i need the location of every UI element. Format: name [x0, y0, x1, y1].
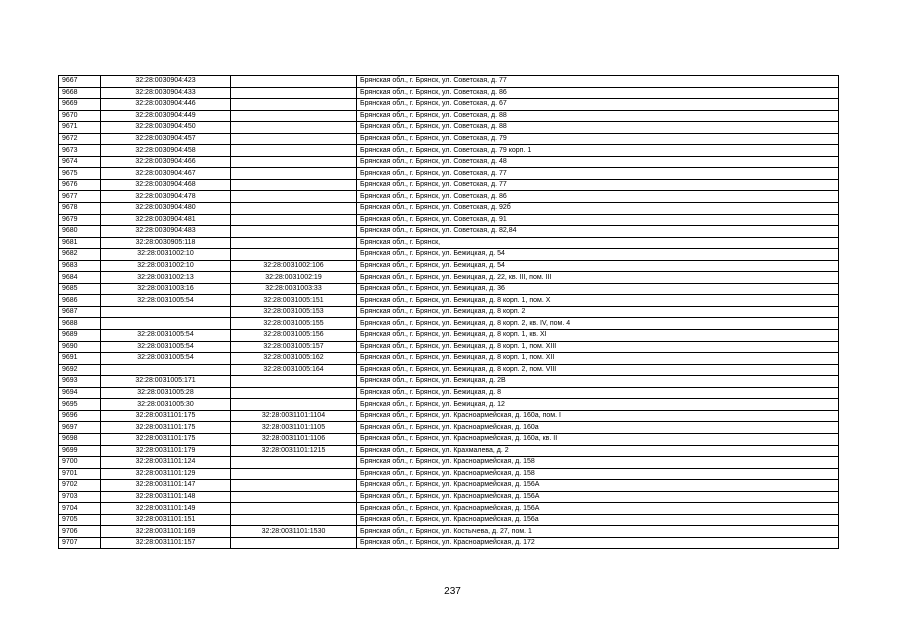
- cadastral-number-cell: 32:28:0031101:147: [101, 480, 231, 492]
- address-cell: Брянская обл., г. Брянск, ул. Советская, д. 82,84: [357, 226, 839, 238]
- table-row: [59, 260, 839, 272]
- cadastral-number-cell: 32:28:0031101:175: [101, 410, 231, 422]
- address-cell: Брянская обл., г. Брянск, ул. Красноармейская, д. 160а, кв. II: [357, 433, 839, 445]
- row-number-cell: 9684: [59, 272, 101, 284]
- cadastral-number-cell: 32:28:0031101:129: [101, 468, 231, 480]
- cadastral-number-cell: 32:28:0030905:118: [101, 237, 231, 249]
- premises-cadastral-number-cell: 32:28:0031101:1106: [231, 433, 357, 445]
- table-row: [59, 76, 839, 88]
- cadastral-number-cell: 32:28:0031101:148: [101, 491, 231, 503]
- address-cell: Брянская обл., г. Брянск, ул. Красноармейская, д. 160а, пом. I: [357, 410, 839, 422]
- table-row: [59, 191, 839, 203]
- row-number-cell: 9703: [59, 491, 101, 503]
- address-cell: Брянская обл., г. Брянск, ул. Красноармейская, д. 172: [357, 537, 839, 549]
- premises-cadastral-number-cell: 32:28:0031002:106: [231, 260, 357, 272]
- row-number-cell: 9667: [59, 76, 101, 88]
- cadastral-number-cell: 32:28:0031005:54: [101, 341, 231, 353]
- premises-cadastral-number-cell: [231, 514, 357, 526]
- cadastral-number-cell: 32:28:0031101:149: [101, 503, 231, 515]
- address-cell: Брянская обл., г. Брянск, ул. Бежицкая, д. 8 корп. 1, кв. XI: [357, 330, 839, 342]
- cadastral-number-cell: 32:28:0030904:467: [101, 168, 231, 180]
- cadastral-number-cell: 32:28:0031005:54: [101, 295, 231, 307]
- premises-cadastral-number-cell: [231, 76, 357, 88]
- premises-cadastral-number-cell: 32:28:0031005:151: [231, 295, 357, 307]
- premises-cadastral-number-cell: [231, 203, 357, 215]
- table-row: [59, 203, 839, 215]
- premises-cadastral-number-cell: [231, 214, 357, 226]
- row-number-cell: 9702: [59, 480, 101, 492]
- row-number-cell: 9672: [59, 133, 101, 145]
- page-number: 237: [444, 586, 461, 597]
- address-cell: Брянская обл., г. Брянск, ул. Советская, д. 86: [357, 191, 839, 203]
- premises-cadastral-number-cell: [231, 480, 357, 492]
- row-number-cell: 9675: [59, 168, 101, 180]
- premises-cadastral-number-cell: 32:28:0031005:157: [231, 341, 357, 353]
- premises-cadastral-number-cell: 32:28:0031101:1215: [231, 445, 357, 457]
- cadastral-number-cell: [101, 306, 231, 318]
- row-number-cell: 9685: [59, 283, 101, 295]
- address-cell: Брянская обл., г. Брянск, ул. Советская, д. 92б: [357, 203, 839, 215]
- table-row: [59, 226, 839, 238]
- premises-cadastral-number-cell: [231, 145, 357, 157]
- address-cell: Брянская обл., г. Брянск, ул. Советская, д. 77: [357, 76, 839, 88]
- row-number-cell: 9683: [59, 260, 101, 272]
- cadastral-number-cell: 32:28:0030904:449: [101, 110, 231, 122]
- premises-cadastral-number-cell: [231, 468, 357, 480]
- table-row: [59, 87, 839, 99]
- row-number-cell: 9669: [59, 99, 101, 111]
- table-row: [59, 214, 839, 226]
- table-row: [59, 306, 839, 318]
- cadastral-number-cell: [101, 318, 231, 330]
- premises-cadastral-number-cell: [231, 491, 357, 503]
- premises-cadastral-number-cell: 32:28:0031005:156: [231, 330, 357, 342]
- premises-cadastral-number-cell: 32:28:0031101:1104: [231, 410, 357, 422]
- address-cell: Брянская обл., г. Брянск, ул. Советская, д. 67: [357, 99, 839, 111]
- table-row: [59, 445, 839, 457]
- table-row: [59, 537, 839, 549]
- premises-cadastral-number-cell: 32:28:0031005:153: [231, 306, 357, 318]
- cadastral-number-cell: 32:28:0031101:169: [101, 526, 231, 538]
- address-cell: Брянская обл., г. Брянск, ул. Бежицкая, д. 12: [357, 399, 839, 411]
- cadastral-number-cell: 32:28:0030904:457: [101, 133, 231, 145]
- table-row: [59, 295, 839, 307]
- address-cell: Брянская обл., г. Брянск, ул. Советская, д. 88: [357, 110, 839, 122]
- cadastral-number-cell: 32:28:0030904:483: [101, 226, 231, 238]
- address-cell: Брянская обл., г. Брянск, ул. Советская, д. 79: [357, 133, 839, 145]
- premises-cadastral-number-cell: 32:28:0031005:155: [231, 318, 357, 330]
- cadastral-number-cell: 32:28:0030904:446: [101, 99, 231, 111]
- address-cell: Брянская обл., г. Брянск, ул. Крахмалева, д. 2: [357, 445, 839, 457]
- row-number-cell: 9699: [59, 445, 101, 457]
- premises-cadastral-number-cell: [231, 168, 357, 180]
- table-row: [59, 237, 839, 249]
- premises-cadastral-number-cell: 32:28:0031101:1530: [231, 526, 357, 538]
- address-cell: Брянская обл., г. Брянск, ул. Красноармейская, д. 156А: [357, 491, 839, 503]
- table-row: [59, 491, 839, 503]
- registry-table-body: [59, 76, 839, 549]
- cadastral-number-cell: 32:28:0030904:478: [101, 191, 231, 203]
- table-row: [59, 433, 839, 445]
- table-row: [59, 283, 839, 295]
- premises-cadastral-number-cell: [231, 110, 357, 122]
- address-cell: Брянская обл., г. Брянск, ул. Советская, д. 86: [357, 87, 839, 99]
- address-cell: Брянская обл., г. Брянск, ул. Бежицкая, д. 8 корп. 1, пом. XII: [357, 353, 839, 365]
- row-number-cell: 9705: [59, 514, 101, 526]
- table-row: [59, 318, 839, 330]
- table-row: [59, 468, 839, 480]
- table-row: [59, 330, 839, 342]
- row-number-cell: 9689: [59, 330, 101, 342]
- row-number-cell: 9691: [59, 353, 101, 365]
- address-cell: Брянская обл., г. Брянск, ул. Бежицкая, д. 54: [357, 260, 839, 272]
- premises-cadastral-number-cell: 32:28:0031003:33: [231, 283, 357, 295]
- table-row: [59, 122, 839, 134]
- premises-cadastral-number-cell: [231, 237, 357, 249]
- table-row: [59, 272, 839, 284]
- address-cell: Брянская обл., г. Брянск, ул. Красноармейская, д. 156А: [357, 503, 839, 515]
- cadastral-number-cell: 32:28:0031002:10: [101, 249, 231, 261]
- row-number-cell: 9687: [59, 306, 101, 318]
- row-number-cell: 9682: [59, 249, 101, 261]
- cadastral-number-cell: 32:28:0030904:481: [101, 214, 231, 226]
- row-number-cell: 9678: [59, 203, 101, 215]
- row-number-cell: 9692: [59, 364, 101, 376]
- cadastral-number-cell: 32:28:0030904:450: [101, 122, 231, 134]
- premises-cadastral-number-cell: [231, 399, 357, 411]
- premises-cadastral-number-cell: [231, 226, 357, 238]
- address-cell: Брянская обл., г. Брянск, ул. Советская, д. 88: [357, 122, 839, 134]
- table-row: [59, 480, 839, 492]
- row-number-cell: 9681: [59, 237, 101, 249]
- table-row: [59, 387, 839, 399]
- row-number-cell: 9673: [59, 145, 101, 157]
- cadastral-number-cell: 32:28:0030904:480: [101, 203, 231, 215]
- cadastral-number-cell: 32:28:0031005:171: [101, 376, 231, 388]
- premises-cadastral-number-cell: [231, 376, 357, 388]
- row-number-cell: 9698: [59, 433, 101, 445]
- address-cell: Брянская обл., г. Брянск,: [357, 237, 839, 249]
- table-row: [59, 249, 839, 261]
- address-cell: Брянская обл., г. Брянск, ул. Бежицкая, д. 36: [357, 283, 839, 295]
- table-row: [59, 457, 839, 469]
- row-number-cell: 9696: [59, 410, 101, 422]
- address-cell: Брянская обл., г. Брянск, ул. Советская, д. 77: [357, 179, 839, 191]
- row-number-cell: 9686: [59, 295, 101, 307]
- premises-cadastral-number-cell: [231, 179, 357, 191]
- cadastral-number-cell: 32:28:0031101:179: [101, 445, 231, 457]
- table-row: [59, 341, 839, 353]
- row-number-cell: 9701: [59, 468, 101, 480]
- address-cell: Брянская обл., г. Брянск, ул. Красноармейская, д. 158: [357, 468, 839, 480]
- cadastral-number-cell: 32:28:0031005:54: [101, 330, 231, 342]
- address-cell: Брянская обл., г. Брянск, ул. Советская, д. 48: [357, 156, 839, 168]
- row-number-cell: 9695: [59, 399, 101, 411]
- address-cell: Брянская обл., г. Брянск, ул. Красноармейская, д. 156а: [357, 514, 839, 526]
- table-row: [59, 179, 839, 191]
- address-cell: Брянская обл., г. Брянск, ул. Бежицкая, д. 8 корп. 1, пом. XIII: [357, 341, 839, 353]
- address-cell: Брянская обл., г. Брянск, ул. Бежицкая, д. 8 корп. 2, пом. VIII: [357, 364, 839, 376]
- table-row: [59, 422, 839, 434]
- premises-cadastral-number-cell: 32:28:0031005:162: [231, 353, 357, 365]
- address-cell: Брянская обл., г. Брянск, ул. Бежицкая, д. 22, кв. III, пом. III: [357, 272, 839, 284]
- row-number-cell: 9704: [59, 503, 101, 515]
- row-number-cell: 9674: [59, 156, 101, 168]
- row-number-cell: 9671: [59, 122, 101, 134]
- row-number-cell: 9679: [59, 214, 101, 226]
- cadastral-number-cell: 32:28:0031005:54: [101, 353, 231, 365]
- cadastral-number-cell: 32:28:0030904:468: [101, 179, 231, 191]
- premises-cadastral-number-cell: [231, 503, 357, 515]
- address-cell: Брянская обл., г. Брянск, ул. Красноармейская, д. 156А: [357, 480, 839, 492]
- row-number-cell: 9677: [59, 191, 101, 203]
- row-number-cell: 9676: [59, 179, 101, 191]
- row-number-cell: 9668: [59, 87, 101, 99]
- premises-cadastral-number-cell: 32:28:0031002:19: [231, 272, 357, 284]
- premises-cadastral-number-cell: [231, 122, 357, 134]
- premises-cadastral-number-cell: [231, 387, 357, 399]
- cadastral-number-cell: 32:28:0031101:157: [101, 537, 231, 549]
- table-row: [59, 168, 839, 180]
- address-cell: Брянская обл., г. Брянск, ул. Бежицкая, д. 8 корп. 2: [357, 306, 839, 318]
- row-number-cell: 9670: [59, 110, 101, 122]
- table-row: [59, 110, 839, 122]
- address-cell: Брянская обл., г. Брянск, ул. Бежицкая, д. 8 корп. 2, кв. IV, пом. 4: [357, 318, 839, 330]
- cadastral-number-cell: 32:28:0030904:458: [101, 145, 231, 157]
- address-cell: Брянская обл., г. Брянск, ул. Бежицкая, д. 54: [357, 249, 839, 261]
- cadastral-number-cell: 32:28:0031101:151: [101, 514, 231, 526]
- table-row: [59, 526, 839, 538]
- address-cell: Брянская обл., г. Брянск, ул. Бежицкая, д. 8: [357, 387, 839, 399]
- table-row: [59, 410, 839, 422]
- premises-cadastral-number-cell: [231, 156, 357, 168]
- table-row: [59, 145, 839, 157]
- registry-table: [58, 75, 839, 549]
- row-number-cell: 9700: [59, 457, 101, 469]
- address-cell: Брянская обл., г. Брянск, ул. Советская, д. 77: [357, 168, 839, 180]
- row-number-cell: 9707: [59, 537, 101, 549]
- row-number-cell: 9690: [59, 341, 101, 353]
- row-number-cell: 9688: [59, 318, 101, 330]
- row-number-cell: 9694: [59, 387, 101, 399]
- cadastral-number-cell: 32:28:0031005:30: [101, 399, 231, 411]
- table-row: [59, 376, 839, 388]
- row-number-cell: 9693: [59, 376, 101, 388]
- cadastral-number-cell: 32:28:0030904:423: [101, 76, 231, 88]
- cadastral-number-cell: 32:28:0031101:124: [101, 457, 231, 469]
- address-cell: Брянская обл., г. Брянск, ул. Красноармейская, д. 158: [357, 457, 839, 469]
- table-row: [59, 353, 839, 365]
- cadastral-number-cell: 32:28:0031003:16: [101, 283, 231, 295]
- table-row: [59, 399, 839, 411]
- table-row: [59, 503, 839, 515]
- cadastral-number-cell: 32:28:0031101:175: [101, 433, 231, 445]
- cadastral-number-cell: 32:28:0031005:28: [101, 387, 231, 399]
- premises-cadastral-number-cell: [231, 99, 357, 111]
- cadastral-number-cell: 32:28:0031002:10: [101, 260, 231, 272]
- row-number-cell: 9706: [59, 526, 101, 538]
- premises-cadastral-number-cell: [231, 191, 357, 203]
- cadastral-number-cell: 32:28:0031002:13: [101, 272, 231, 284]
- premises-cadastral-number-cell: 32:28:0031101:1105: [231, 422, 357, 434]
- address-cell: Брянская обл., г. Брянск, ул. Бежицкая, д. 8 корп. 1, пом. Х: [357, 295, 839, 307]
- address-cell: Брянская обл., г. Брянск, ул. Бежицкая, д. 2В: [357, 376, 839, 388]
- premises-cadastral-number-cell: [231, 87, 357, 99]
- table-row: [59, 133, 839, 145]
- premises-cadastral-number-cell: [231, 249, 357, 261]
- premises-cadastral-number-cell: 32:28:0031005:164: [231, 364, 357, 376]
- cadastral-number-cell: 32:28:0030904:433: [101, 87, 231, 99]
- cadastral-number-cell: [101, 364, 231, 376]
- address-cell: Брянская обл., г. Брянск, ул. Красноармейская, д. 160а: [357, 422, 839, 434]
- premises-cadastral-number-cell: [231, 537, 357, 549]
- premises-cadastral-number-cell: [231, 457, 357, 469]
- row-number-cell: 9697: [59, 422, 101, 434]
- address-cell: Брянская обл., г. Брянск, ул. Костычева, д. 27, пом. 1: [357, 526, 839, 538]
- cadastral-number-cell: 32:28:0030904:466: [101, 156, 231, 168]
- address-cell: Брянская обл., г. Брянск, ул. Советская, д. 91: [357, 214, 839, 226]
- row-number-cell: 9680: [59, 226, 101, 238]
- premises-cadastral-number-cell: [231, 133, 357, 145]
- table-row: [59, 514, 839, 526]
- table-row: [59, 156, 839, 168]
- address-cell: Брянская обл., г. Брянск, ул. Советская, д. 79 корп. 1: [357, 145, 839, 157]
- table-row: [59, 364, 839, 376]
- cadastral-number-cell: 32:28:0031101:175: [101, 422, 231, 434]
- table-row: [59, 99, 839, 111]
